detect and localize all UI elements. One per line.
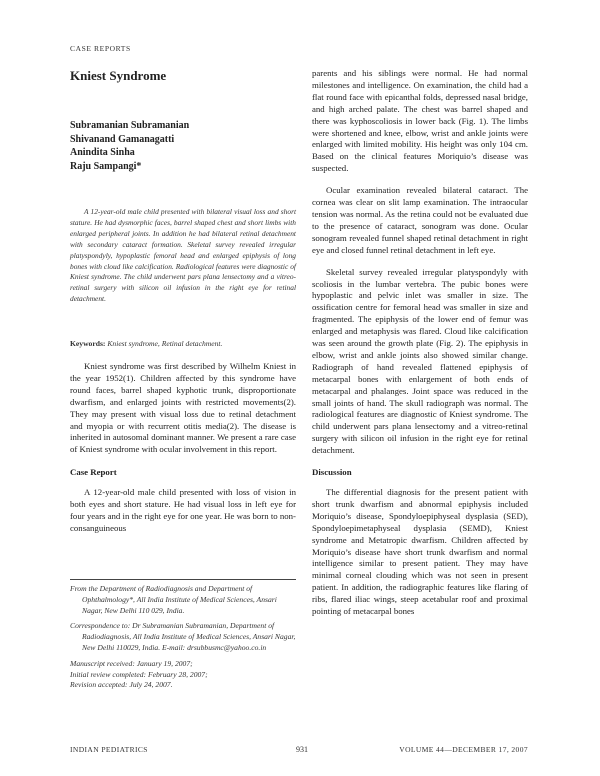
- left-column: [70, 361, 296, 535]
- body-paragraph: Skeletal survey revealed irregular platyspondyly with scoliosis in the lumbar vertebra. The pubic bones were hypoplastic and pelvic inlet was smaller in size. The ossification centre for femoral head was smaller in size and fragmented. The epiphysis of the lower end of femur was enlarged and metaphysis was flared. Cloud like calcification was seen around the growth plate (Fig. 2). The epiphysis in elbow, wrist and ankle joints also showed similar change. Radiograph of hand revealed flattened epiphysis of metacarpal bones with enlargement of both ends of metacarpal and phalanges. Joint space was reduced in the small joints of hand. The skull radiograph was normal. The radiological features are diagnostic of Kniest syndrome. The child underwent pars plana lensectomy and a vitreo-retinal surgery with silicon oil infusion in the right eye for retinal detachment.: [312, 266, 528, 456]
- case-report-paragraph: A 12-year-old male child presented with loss of vision in both eyes and short stature. He had visual loss in left eye for four years and in the right eye for one year. He was born to non-consanguineous: [70, 487, 296, 533]
- keywords-label: Keywords:: [70, 339, 106, 348]
- review-date: Initial review completed: February 28, 2007;: [70, 669, 208, 679]
- page-number: 931: [296, 745, 308, 754]
- section-label: CASE REPORTS: [70, 44, 131, 53]
- affiliation-note: From the Department of Radiodiagnosis and Department of Ophthalmology*, All India Institute of Medical Sciences, Ansari Nagar, New Delhi 110 029, India.: [70, 584, 277, 615]
- body-paragraph: Ocular examination revealed bilateral cataract. The cornea was clear on slit lamp examination. The intraocular tension was normal. As the retina could not be evaluated due to the presence of cataract, sonogram was done. Ocular sonogram revealed funnel shaped retinal detachment in right eye and closed funnel retinal detachment in left eye.: [312, 185, 528, 255]
- received-date: Manuscript received: January 19, 2007;: [70, 658, 193, 668]
- right-column: [312, 68, 528, 628]
- journal-name: INDIAN PEDIATRICS: [70, 745, 148, 754]
- discussion-heading: Discussion: [312, 467, 352, 478]
- volume-info: VOLUME 44—DECEMBER 17, 2007: [399, 745, 528, 754]
- keywords: [70, 339, 296, 348]
- correspondence-note: Correspondence to: Dr Subramanian Subramanian, Department of Radiodiagnosis, All India Institute of Medical Sciences, Ansari Nagar, New Delhi 110029, India. E-mail: drsubbusmc@yahoo.co.in: [70, 621, 296, 652]
- author-name: Subramanian Subramanian: [70, 120, 190, 131]
- case-report-heading: Case Report: [70, 467, 117, 478]
- author-list: [70, 119, 189, 173]
- author-name: Shivanand Gamanagatti: [70, 133, 175, 145]
- body-paragraph: parents and his siblings were normal. He had normal milestones and intelligence. On examination, the child had a flat round face with epicanthal folds, depressed nasal bridge, and high arched palate. The chest was barrel shaped and there was kyphoscoliosis in lower back (Fig. 1). The limbs were shortened and knee, elbow, wrist and ankle joints were enlarged with limited mobility. His height was only 104 cm. Based on the clinical features Moriquio’s disease was suspected.: [312, 68, 528, 174]
- author-name: Raju Sampangi*: [70, 160, 142, 172]
- article-title: Kniest Syndrome: [70, 68, 167, 83]
- footnote-divider: [70, 579, 296, 580]
- abstract: A 12-year-old male child presented with bilateral visual loss and short stature. He had dysmorphic faces, barrel shaped chest and short limbs with enlarged peripheral joints. In addition he had bilateral retinal detachment with secondary cataract formation. Skeletal survey revealed irregular platyspondyly, hypoplastic femoral head and enlarged epiphysis of long bones with cloud like calcification. Radiological features were diagnostic of Kniest syndrome. The child underwent pars plana lensectomy and a vitreo-retinal surgery with silicon oil infusion in the right eye for retinal detachment.: [70, 207, 296, 304]
- body-paragraph: The differential diagnosis for the present patient with short trunk dwarfism and abnormal epiphysis included Moriquio’s disease, Spondyloepiphyseal dysplasia (SED), Spondyloepimetaphyseal dysplasia (SEMD), Kniest syndrome and Metatropic dwarfism. Children affected by Moriquio’s disease have short trunk dwarfism and normal intelligence similar to present patient. They may have minimal corneal clouding which was not seen in present patient. In addition, the radiographic features like flaring of ribs, flared iliac wings, steep acetabular roof and proximal pointing of metacarpal bones: [312, 487, 528, 617]
- keywords-text: Kniest syndrome, Retinal detachment.: [107, 339, 223, 348]
- footnotes: [70, 584, 296, 691]
- accepted-date: Revision accepted: July 24, 2007.: [70, 680, 173, 690]
- author-name: Anindita Sinha: [70, 147, 135, 158]
- intro-paragraph: Kniest syndrome was first described by Wilhelm Kniest in the year 1952(1). Children affected by this syndrome have round faces, barrel shaped kyphotic trunk, disproportionate dwarfism, and enlarged joints with restricted movements(2). They may present with visual loss due to retinal detachment and myopia or with recurrent otitis media(2). The disease is inherited in autosomal dominant manner. We present a rare case of Kniest syndrome with ocular involvement in this report.: [70, 361, 296, 455]
